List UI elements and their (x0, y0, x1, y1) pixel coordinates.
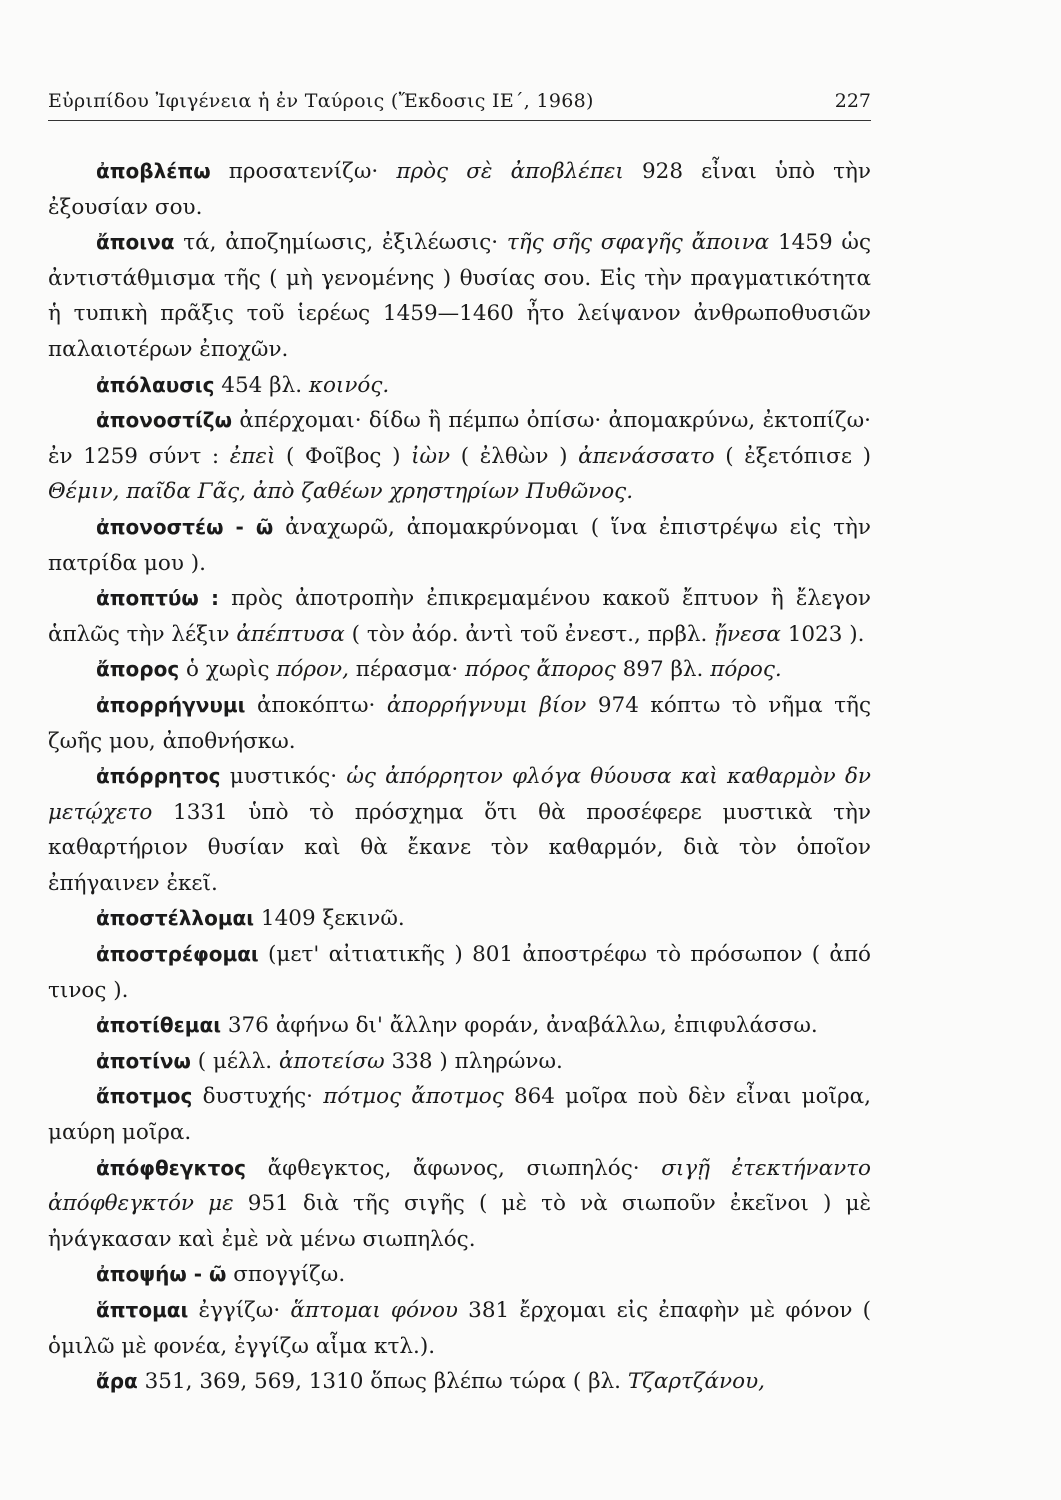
entry-headword: ἄποτμος (96, 1084, 193, 1109)
entry-text: ( τὸν ἀόρ. ἀντὶ τοῦ ἐνεστ., πρβλ. (344, 621, 715, 647)
glossary-entry (48, 1257, 871, 1293)
entry-citation: ὡς ἀπόρρητον φλόγα θύουσα καὶ καθαρμὸν δν μετῴχετο (48, 764, 871, 825)
entry-text: 1331 ὑπὸ τὸ πρόσχημα ὅτι θὰ προσέφερε μυστικὰ τὴν καθαρτήριον θυσίαν καὶ θὰ ἔκανε τὸν καθαρμόν, διὰ τὸν ὁποῖον ἐπήγαινεν ἐκεῖ. (48, 799, 871, 896)
entry-headword: ἀποψήω - ῶ (96, 1262, 227, 1287)
entry-text: σπογγίζω. (226, 1262, 346, 1288)
entry-text: τά, ἀποζημίωσις, ἐξιλέωσις· (174, 230, 507, 256)
entry-citation: ᾔνεσα (714, 621, 781, 647)
entry-text: ἀποκόπτω· (245, 692, 387, 718)
glossary-entry (48, 652, 871, 688)
glossary-entry (48, 1293, 871, 1364)
entry-text: πέρασμα· (348, 657, 466, 683)
entry-text: ὁ χωρὶς (179, 657, 277, 683)
glossary-entry (48, 581, 871, 652)
entry-text: μυστικός· (220, 764, 347, 790)
entry-text: 928 εἶναι ὑπὸ τὴν ἐξουσίαν σου. (48, 159, 871, 220)
glossary-entry (48, 1079, 871, 1150)
entry-text: δυστυχής· (192, 1084, 324, 1110)
entry-text: 1023 ). (780, 621, 865, 647)
glossary-entry (48, 688, 871, 759)
entry-headword: ἄπορος (96, 657, 180, 682)
glossary-body (48, 154, 871, 1400)
entry-headword: ἀπόρρητος (96, 764, 221, 789)
entry-text: πρὸς ἀποτροπὴν ἐπικρεμαμένου κακοῦ ἔπτυον ἢ ἔλεγον ἁπλῶς τὴν λέξιν (48, 586, 872, 647)
entry-text: 376 ἀφήνω δι' ἄλλην φοράν, ἀναβάλλω, ἐπιφυλάσσω. (220, 1013, 818, 1039)
entry-citation: ἀπενάσσατο (578, 443, 715, 469)
entry-text: 1459 ὡς ἀντιστάθμισμα τῆς ( μὴ γενομένης ) θυσίας σου. Εἰς τὴν πραγματικότητα ἡ τυπικὴ πρᾶξις τοῦ ἱερέως 1459—1460 ἦτο λείψανον ἀνθρωποθυσιῶν παλαιοτέρων ἐποχῶν. (48, 230, 871, 362)
glossary-entry (48, 901, 871, 937)
glossary-entry (48, 510, 871, 581)
entry-citation: πότμος ἄποτμος (323, 1084, 504, 1110)
entry-headword: ἀπορρήγνυμι (96, 692, 246, 717)
entry-citation: Θέμιν, παῖδα Γᾶς, ἀπὸ ζαθέων χρηστηρίων Πυθῶνος. (48, 479, 634, 505)
entry-headword: ἀπονοστίζω (96, 408, 232, 433)
entry-headword: ἄποινα (96, 230, 175, 255)
entry-citation: ἀπορρήγνυμι βίον (386, 692, 587, 718)
glossary-entry (48, 154, 871, 225)
entry-citation: ἰὼν (411, 443, 451, 469)
entry-text: ἀπέρχομαι· δίδω ἢ πέμπω ὀπίσω· ἀπομακρύνω, ἐκτοπίζω· ἐν 1259 σύντ : (48, 408, 871, 469)
entry-text: προσατενίζω· (210, 159, 397, 184)
glossary-entry (48, 225, 871, 367)
entry-headword: ἀποτίνω (96, 1048, 191, 1073)
entry-text: 897 βλ. (615, 657, 711, 683)
glossary-entry (48, 368, 871, 404)
glossary-entry (48, 937, 871, 1008)
entry-citation: ἐπεὶ (229, 443, 276, 469)
entry-text: ( Φοῖβος ) (275, 443, 412, 469)
entry-headword: ἀποπτύω : (96, 586, 220, 611)
entry-text: 974 κόπτω τὸ νῆμα τῆς ζωῆς μου, ἀποθνήσκω. (48, 692, 871, 754)
entry-text: 454 βλ. (214, 372, 309, 398)
entry-headword: ἀποστρέφομαι (96, 942, 259, 967)
page-number: 227 (834, 90, 871, 112)
glossary-entry (48, 759, 871, 901)
entry-headword: ἀπόφθεγκτος (96, 1155, 247, 1180)
entry-headword: ἀποβλέπω (96, 159, 211, 183)
entry-headword: ἄρα (96, 1369, 138, 1394)
entry-citation: πρὸς σὲ ἀποβλέπει (396, 159, 624, 184)
entry-headword: ἀποτίθεμαι (96, 1013, 221, 1038)
glossary-entry (48, 1008, 871, 1044)
entry-citation: πόρος ἄπορος (465, 657, 616, 683)
entry-citation: σιγῇ ἐτεκτήναντο ἀπόφθεγκτόν με (48, 1155, 871, 1217)
entry-citation: κοινός. (308, 372, 390, 398)
glossary-entry (48, 403, 871, 510)
glossary-entry (48, 1364, 871, 1400)
entry-text: (μετ' αἰτιατικῆς ) 801 ἀποστρέφω τὸ πρόσωπον ( ἀπό τινος ). (48, 942, 871, 1003)
entry-text: 338 ) πληρώνω. (384, 1048, 563, 1074)
entry-citation: πόρος. (710, 657, 782, 683)
entry-text: 351, 369, 569, 1310 ὅπως βλέπω τώρα ( βλ. (137, 1369, 628, 1395)
entry-citation: ἀπέπτυσα (236, 621, 345, 647)
entry-citation: τῆς σῆς σφαγῆς ἄποινα (506, 230, 770, 256)
entry-headword: ἀπονοστέω - ῶ (96, 514, 274, 539)
entry-citation: ἅπτομαι φόνου (290, 1298, 458, 1323)
entry-citation: Τζαρτζάνου, (627, 1369, 765, 1395)
running-header (48, 88, 871, 121)
entry-text: ἀναχωρῶ, ἀπομακρύνομαι ( ἵνα ἐπιστρέψω εἰς τὴν πατρίδα μου ). (48, 514, 871, 576)
glossary-entry (48, 1151, 871, 1258)
entry-citation: ἀποτείσω (278, 1048, 385, 1074)
entry-text: 1409 ξεκινῶ. (254, 906, 405, 932)
entry-text: 864 μοῖρα ποὺ δὲν εἶναι μοῖρα, μαύρη μοῖρα. (48, 1084, 872, 1146)
entry-text: ( ἐξετόπισε ) (714, 443, 871, 469)
entry-headword: ἀπόλαυσις (96, 372, 215, 397)
entry-text: ( μέλλ. (190, 1048, 279, 1074)
entry-text: ἐγγίζω· (188, 1298, 291, 1323)
entry-headword: ἀποστέλλομαι (96, 906, 255, 931)
entry-text: ( ἐλθὼν ) (450, 443, 579, 469)
entry-citation: πόρον, (276, 657, 349, 683)
glossary-entry (48, 1044, 871, 1080)
header-title: Εὐριπίδου Ἰφιγένεια ἡ ἐν Ταύροις (Ἔκδοσις ΙΕ΄, 1968) (48, 90, 594, 112)
entry-text: ἄφθεγκτος, ἄφωνος, σιωπηλός· (246, 1155, 662, 1181)
entry-headword: ἅπτομαι (96, 1298, 189, 1322)
entry-text: 381 ἔρχομαι εἰς ἐπαφὴν μὲ φόνον ( ὁμιλῶ μὲ φονέα, ἐγγίζω αἷμα κτλ.). (48, 1298, 872, 1359)
entry-text: 951 διὰ τῆς σιγῆς ( μὲ τὸ νὰ σιωποῦν ἐκεῖνοι ) μὲ ἠνάγκασαν καὶ ἐμὲ νὰ μένω σιωπηλός. (48, 1191, 871, 1252)
